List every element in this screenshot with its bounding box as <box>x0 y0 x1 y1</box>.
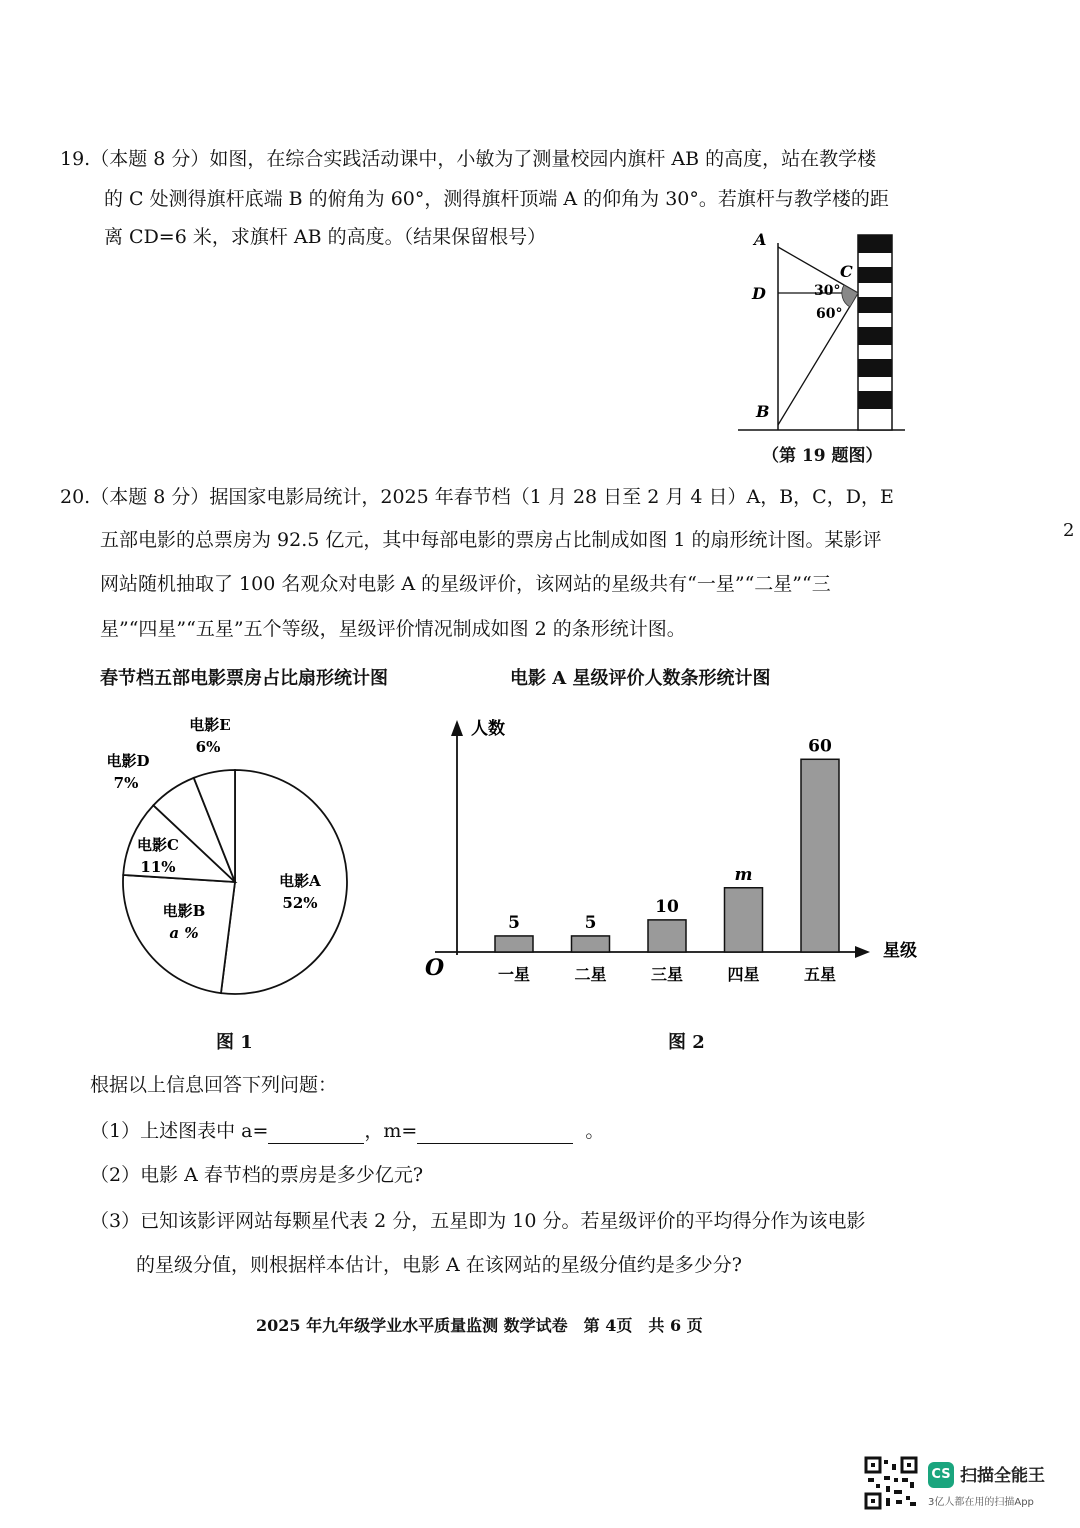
y-axis-arrow <box>451 720 463 736</box>
label-a: A <box>754 230 767 249</box>
pie-label-e-value: 6% <box>195 738 221 756</box>
label-b: B <box>756 402 770 421</box>
q19-line-1: 19.（本题 8 分）如图，在综合实践活动课中，小敏为了测量校园内旗杆 AB 的高度，站在教学楼 <box>60 148 877 170</box>
scanner-app-slogan: 3亿人都在用的扫描App <box>928 1497 1034 1508</box>
answer-blank-m[interactable] <box>417 1123 573 1144</box>
origin-label: O <box>425 955 445 981</box>
pie-label-b-name: 电影B <box>162 902 206 920</box>
pie-label-a-name: 电影A <box>279 872 321 890</box>
bar-一星 <box>495 936 533 952</box>
q20-sub2: （2）电影 A 春节档的票房是多少亿元? <box>90 1164 424 1186</box>
building-stripe <box>858 235 892 253</box>
bar-value-label: 10 <box>655 896 679 917</box>
building-stripe <box>858 327 892 345</box>
pie-chart-title: 春节档五部电影票房占比扇形统计图 <box>100 668 388 689</box>
q20-sub3-line1: （3）已知该影评网站每颗星代表 2 分，五星即为 10 分。若星级评价的平均得分作为该电影 <box>90 1210 866 1232</box>
figure-2-label: 图 2 <box>668 1032 705 1053</box>
pie-label-b-value: a % <box>169 924 199 942</box>
x-axis-arrow <box>855 946 870 958</box>
angle-arc <box>842 285 858 307</box>
scanner-logo-icon: CS <box>928 1462 954 1488</box>
pie-label-a-value: 52% <box>282 894 318 912</box>
q20-line-2: 五部电影的总票房为 92.5 亿元，其中每部电影的票房占比制成如图 1 的扇形统计图。某影评 <box>100 529 882 551</box>
bar-category-label: 三星 <box>650 965 684 984</box>
q20-sub1 <box>90 1118 604 1144</box>
angle-30-label: 30° <box>814 283 841 299</box>
bar-五星 <box>801 759 839 952</box>
q20-prompt: 根据以上信息回答下列问题： <box>90 1074 338 1096</box>
q19-figure-caption: （第 19 题图） <box>762 446 883 466</box>
bar-chart-title: 电影 A 星级评价人数条形统计图 <box>510 668 771 689</box>
q19-line-2: 的 C 处测得旗杆底端 B 的俯角为 60°，测得旗杆顶端 A 的仰角为 30°。若旗杆与教学楼的距 <box>104 188 889 210</box>
pie-chart <box>90 700 380 1010</box>
q20-sub3-line2: 的星级分值，则根据样本估计，电影 A 在该网站的星级分值约是多少分? <box>136 1254 742 1276</box>
q20-line-4: 星”“四星”“五星”五个等级，星级评价情况制成如图 2 的条形统计图。 <box>100 618 686 640</box>
scanner-app-name: 扫描全能王 <box>960 1466 1045 1486</box>
bar-category-label: 一星 <box>497 965 531 984</box>
answer-blank-a[interactable] <box>268 1123 364 1144</box>
pie-label-d-value: 7% <box>113 774 139 792</box>
bar-value-label: 5 <box>584 912 597 933</box>
pie-label-d-name: 电影D <box>106 752 150 770</box>
bar-value-label: 60 <box>808 736 832 757</box>
bar-category-label: 二星 <box>574 965 607 984</box>
figure-1-label: 图 1 <box>216 1032 253 1053</box>
qr-code-icon <box>864 1456 918 1510</box>
y-axis-label: 人数 <box>471 719 505 739</box>
bar-value-label: m <box>734 864 753 885</box>
label-c: C <box>840 262 853 281</box>
sub1-prefix: （1）上述图表中 a= <box>90 1120 269 1142</box>
building-stripe <box>858 359 892 377</box>
page-footer: 2025 年九年级学业水平质量监测 数学试卷 第 4页 共 6 页 <box>256 1316 703 1335</box>
building-stripe <box>858 267 892 283</box>
x-axis-label: 星级 <box>883 941 917 961</box>
q19-line-3: 离 CD=6 米，求旗杆 AB 的高度。（结果保留根号） <box>104 226 547 248</box>
bar-chart <box>415 700 935 1000</box>
bar-四星 <box>725 888 763 952</box>
side-page-number: 2 <box>1063 520 1075 541</box>
bar-category-label: 四星 <box>727 965 760 984</box>
q20-line-3: 网站随机抽取了 100 名观众对电影 A 的星级评价，该网站的星级共有“一星”“二星”“三 <box>100 573 831 595</box>
bar-三星 <box>648 920 686 952</box>
bar-category-label: 五星 <box>803 965 837 984</box>
q20-line-1: 20.（本题 8 分）据国家电影局统计，2025 年春节档（1 月 28 日至 2 月 4 日）A，B，C，D，E <box>60 486 894 508</box>
sub1-mid: ，m= <box>364 1120 418 1142</box>
label-d: D <box>752 284 766 303</box>
pie-label-c-value: 11% <box>140 858 176 876</box>
sub1-end: 。 <box>585 1120 605 1142</box>
q19-figure <box>730 225 930 440</box>
pie-label-e-name: 电影E <box>189 716 231 734</box>
bar-value-label: 5 <box>508 912 520 933</box>
bar-二星 <box>572 936 610 952</box>
building-stripe <box>858 297 892 313</box>
angle-60-label: 60° <box>816 306 843 322</box>
building-stripe <box>858 391 892 409</box>
pie-label-c-name: 电影C <box>137 836 179 854</box>
